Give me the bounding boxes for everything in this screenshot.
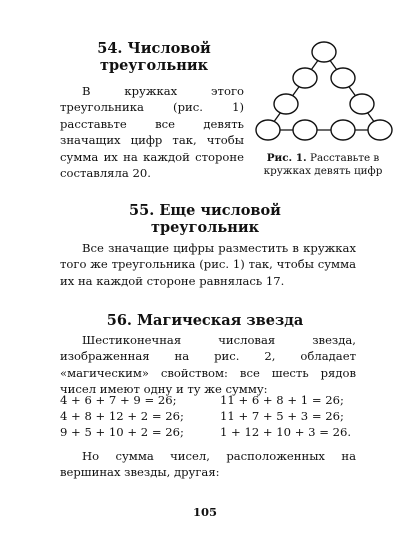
section-56-text-body: Шестиконечная числовая звезда, изображенная на рис. 2, обладает «магическим» свойством: все шесть рядов чисел имеют одну и ту же сумму: [60,333,356,397]
circle-slot [331,68,355,88]
section-54-title-line1: 54. Числовой [97,40,211,57]
section-56-title: 56. Магическая звезда [106,312,304,329]
equations-right-column [220,392,351,441]
section-56-text-continued [60,448,356,481]
section-55-text-body: Все значащие цифры разместить в кружках того же треугольника (рис. 1) так, чтобы сумма их на каждой стороне равнялась 17. [60,241,356,288]
page-number: 105 [192,505,217,519]
figure-1-caption-text: Расставьте в кружках девять цифр [263,152,383,177]
equations-left-column [60,392,184,441]
section-54-text-body: В кружках этого треугольника (рис. 1) расставьте все девять значащих цифр так, чтобы сумма их на каждой стороне составляла 20. [60,84,244,181]
section-54-text [60,83,244,181]
figure-1-caption-label: Рис. 1. [266,152,307,164]
section-54-title [60,40,248,74]
section-56-text [60,332,356,398]
section-56-text2-body: Но сумма чисел, расположенных на вершинах звезды, другая: [60,449,356,480]
circle-slot [256,120,280,140]
circle-slot [331,120,355,140]
equation: 4 + 8 + 12 + 2 = 26; [60,409,184,424]
triangle-right-side [324,52,380,130]
section-55-title-line1: 55. Еще числовой [129,202,281,219]
circle-slot [368,120,392,140]
figure-1-caption [256,152,390,178]
section-55-title-line2: треугольник [150,219,260,236]
equation: 11 + 6 + 8 + 1 = 26; [220,393,344,407]
triangle-left-side [268,52,324,130]
circle-slot [293,120,317,140]
equation: 11 + 7 + 5 + 3 = 26; [220,409,344,424]
circle-slot [274,94,298,114]
figure-1-triangle-diagram [252,38,396,146]
equation: 1 + 12 + 10 + 3 = 26. [220,425,352,440]
circle-slot [293,68,317,88]
equation: 4 + 6 + 7 + 9 = 26; [60,393,177,407]
section-54-title-line2: треугольник [99,57,209,74]
circle-slot [350,94,374,114]
section-55-title [60,202,350,236]
section-55-text [60,240,356,289]
equation: 9 + 5 + 10 + 2 = 26; [60,425,184,440]
circle-slot [312,42,336,62]
